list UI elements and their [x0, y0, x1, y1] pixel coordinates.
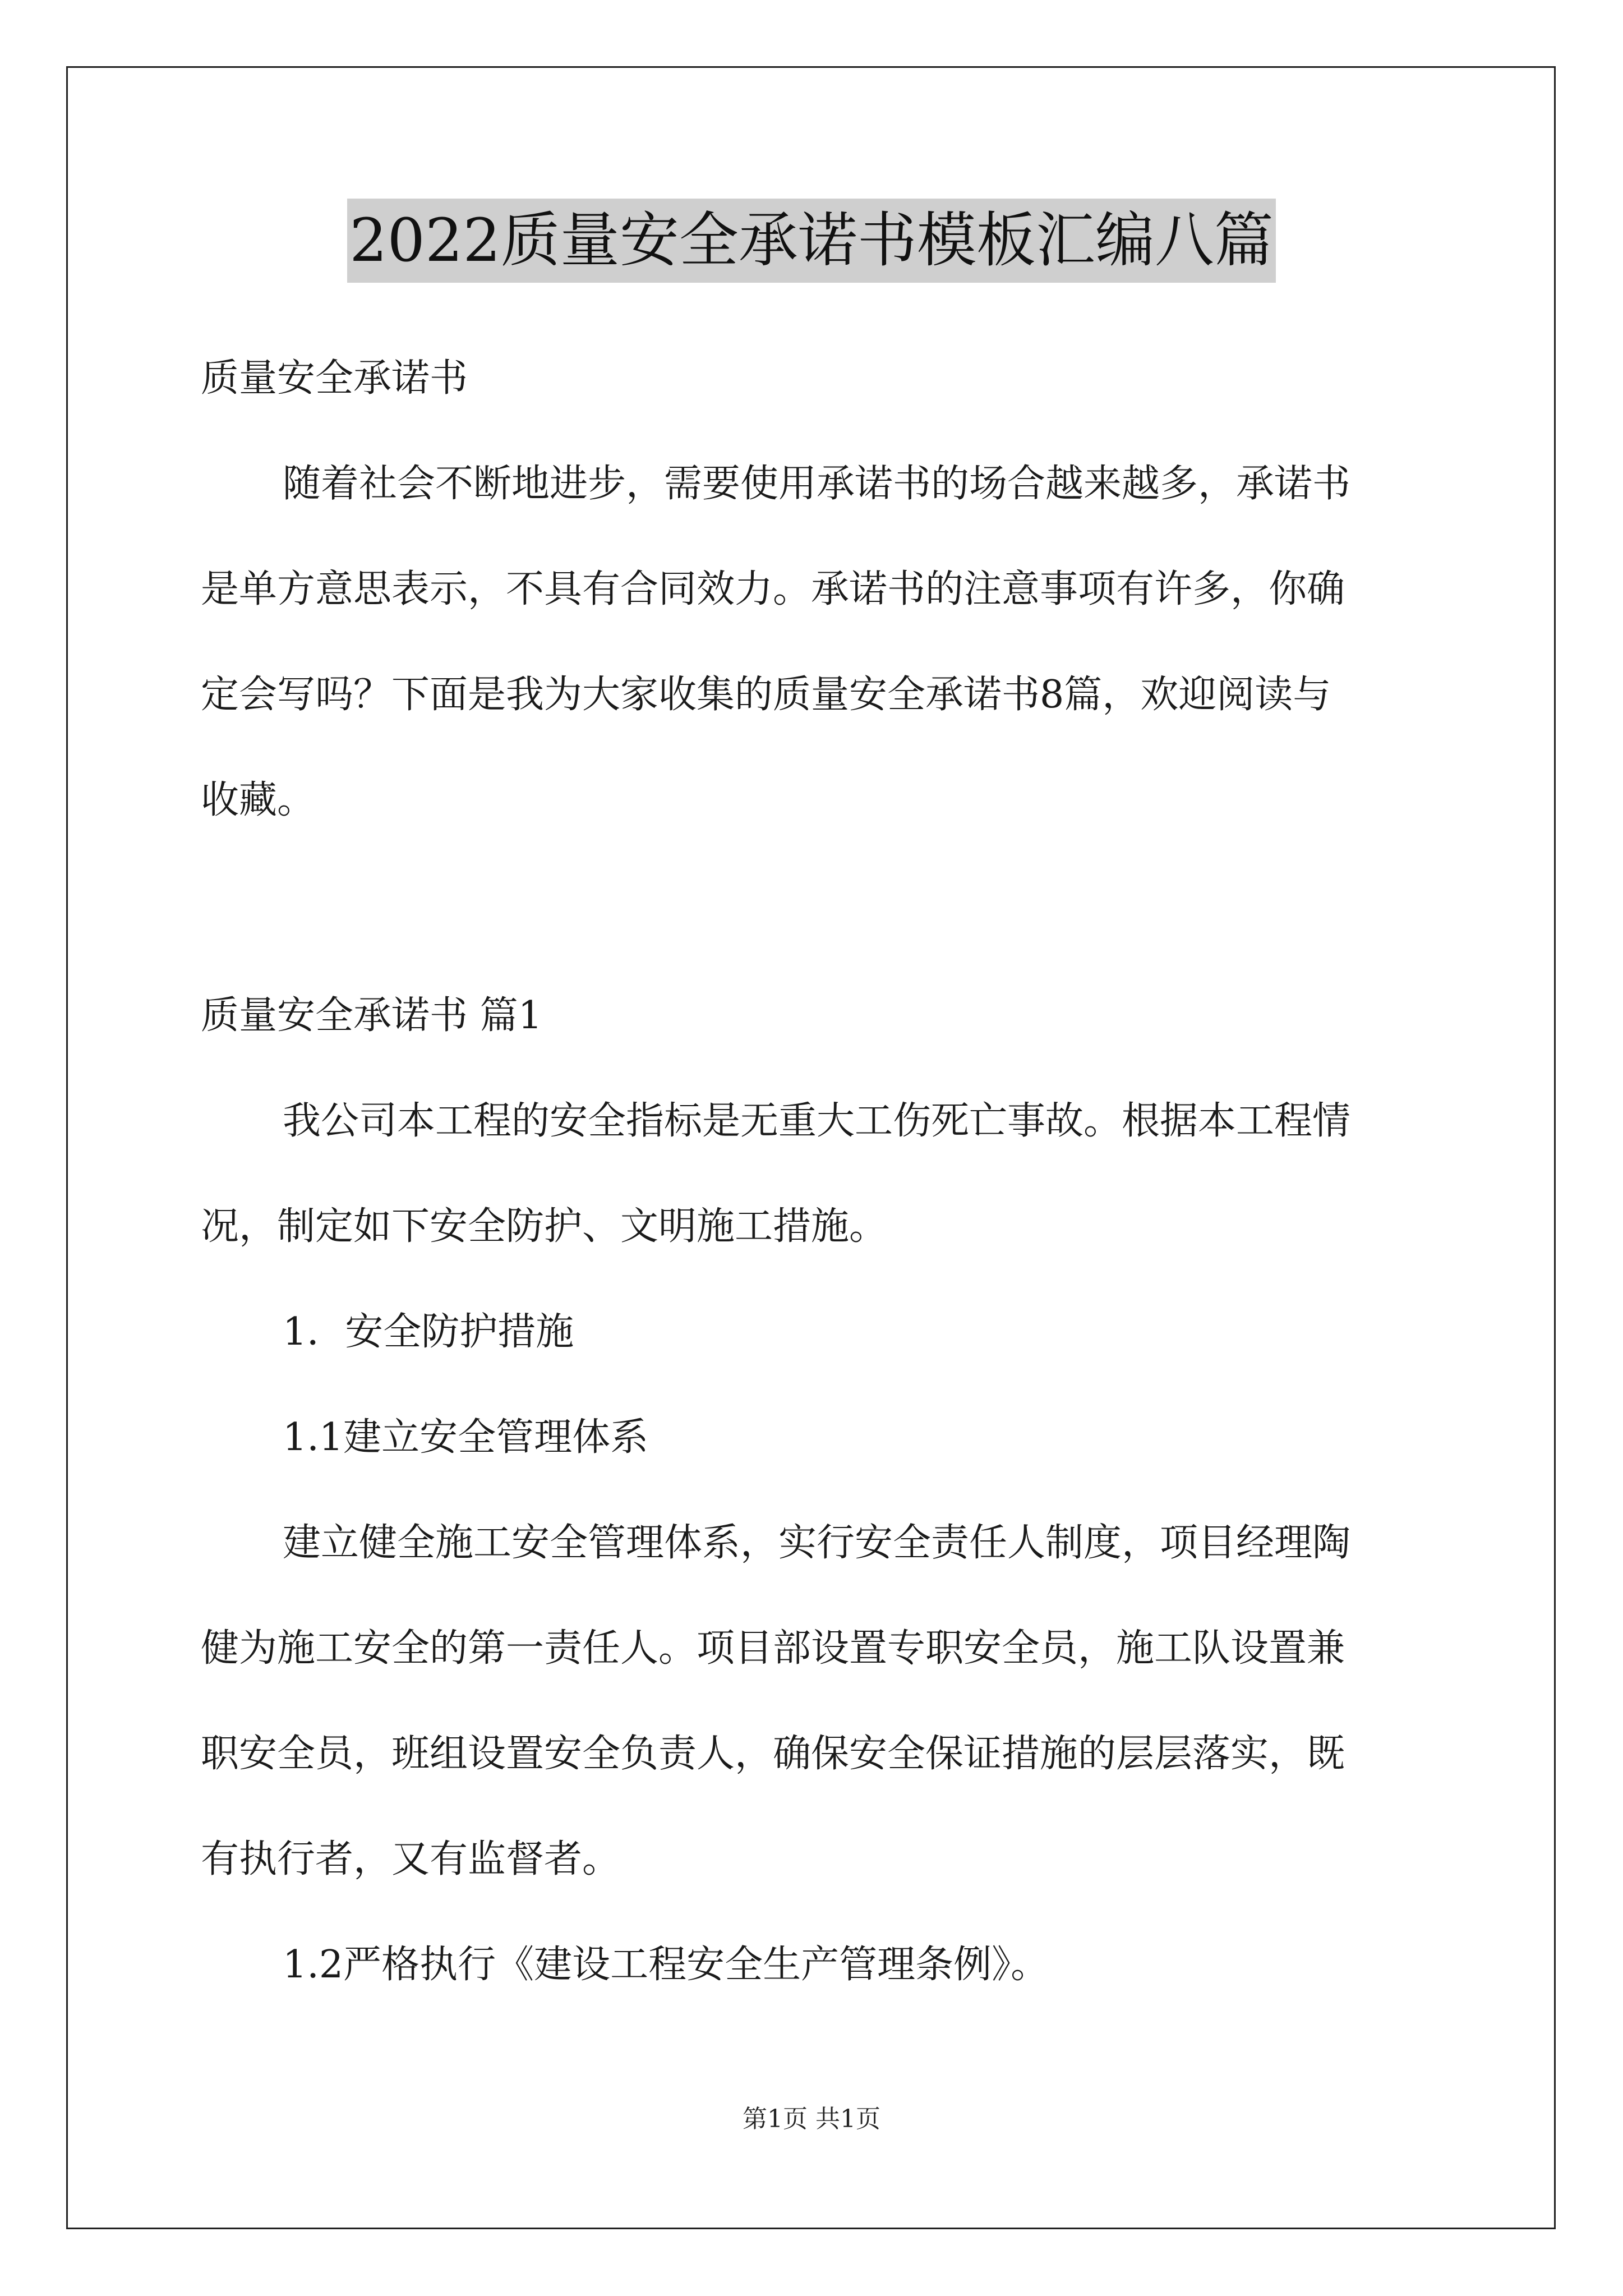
paragraph-line: 是单方意思表示，不具有合同效力。承诺书的注意事项有许多，你确	[201, 567, 1345, 611]
section-heading: 质量安全承诺书	[201, 356, 468, 401]
paragraph-line: 我公司本工程的安全指标是无重大工伤死亡事故。根据本工程情	[283, 1099, 1351, 1143]
paragraph-line: 职安全员，班组设置安全负责人，确保安全保证措施的层层落实，既	[201, 1732, 1345, 1776]
paragraph-line: 健为施工安全的第一责任人。项目部设置专职安全员，施工队设置兼	[201, 1626, 1345, 1671]
page-footer: 第1页 共1页	[743, 2105, 880, 2133]
paragraph-line: 建立健全施工安全管理体系，实行安全责任人制度，项目经理陶	[283, 1521, 1351, 1565]
document-title: 2022质量安全承诺书模板汇编八篇	[347, 199, 1276, 283]
subheading: 1.1建立安全管理体系	[283, 1415, 649, 1460]
title-container	[0, 199, 1623, 283]
section-heading: 质量安全承诺书 篇1	[201, 993, 542, 1038]
paragraph-line: 有执行者，又有监督者。	[201, 1837, 621, 1881]
paragraph-line: 况，制定如下安全防护、文明施工措施。	[201, 1204, 888, 1249]
subheading: 1．安全防护措施	[283, 1310, 574, 1354]
paragraph-line: 定会写吗？下面是我为大家收集的质量安全承诺书8篇，欢迎阅读与	[201, 673, 1331, 717]
paragraph-line: 随着社会不断地进步，需要使用承诺书的场合越来越多，承诺书	[283, 462, 1351, 506]
paragraph-line: 收藏。	[201, 778, 316, 822]
subheading: 1.2严格执行《建设工程安全生产管理条例》。	[283, 1943, 1049, 1987]
